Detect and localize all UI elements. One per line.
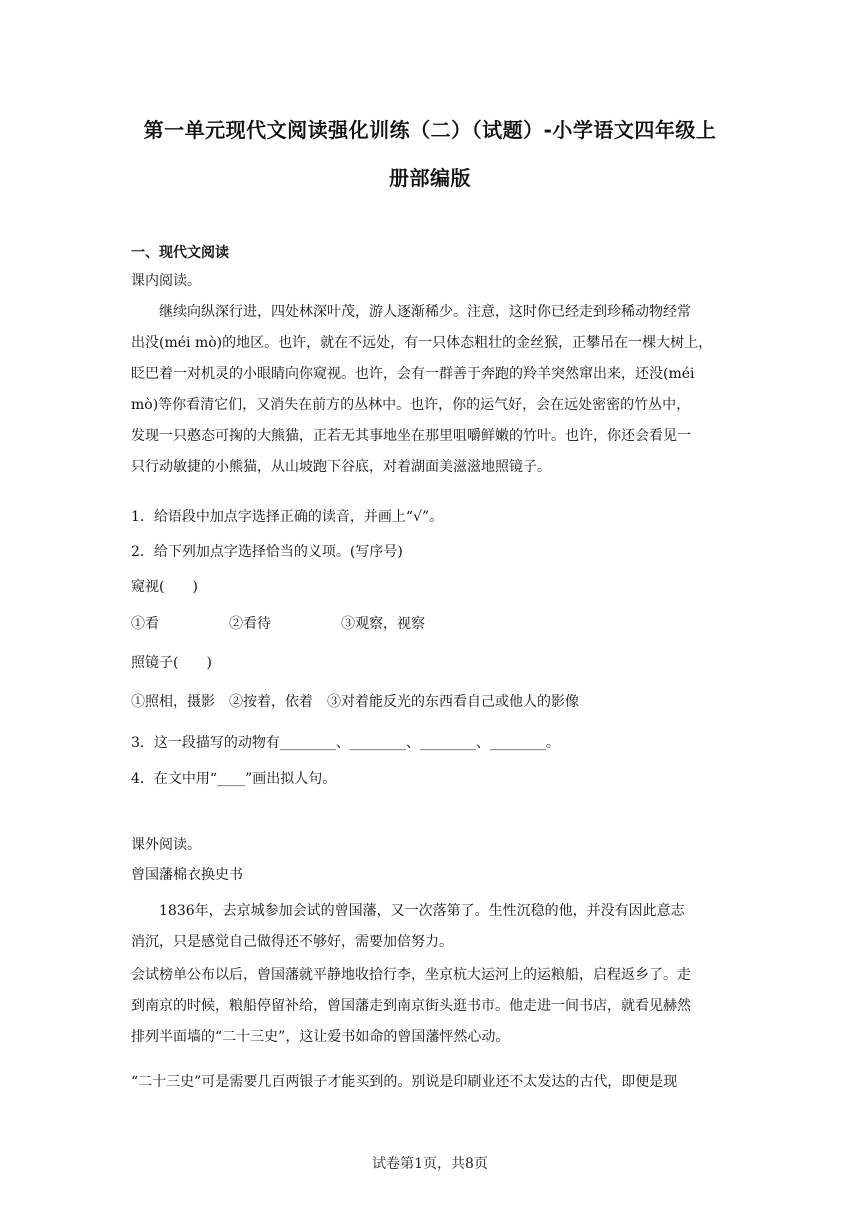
question-2-word-2: 照镜子( ) xyxy=(131,655,212,671)
story-line: 1836年，去京城参加会试的曾国藩，又一次落第了。生性沉稳的他，并没有因此意志 xyxy=(159,903,685,919)
passage-line: 继续向纵深行进，四处林深叶茂，游人逐渐稀少。注意，这时你已经走到珍稀动物经常 xyxy=(159,304,691,320)
story-line: 会试榜单公布以后，曾国藩就平静地收拾行李，坐京杭大运河上的运粮船，启程返乡了。走 xyxy=(131,967,691,983)
passage-line: 发现一只憨态可掬的大熊猫，正若无其事地坐在那里咀嚼鲜嫩的竹叶。也许，你还会看见一 xyxy=(131,428,691,444)
question-2-word-1-options: ①看 ②看待 ③观察，视察 xyxy=(131,616,425,632)
question-3: 3．这一段描写的动物有________、________、________、________。 xyxy=(131,735,560,751)
passage-line: 只行动敏捷的小熊猫，从山坡跑下谷底，对着湖面美滋滋地照镜子。 xyxy=(131,459,551,475)
story-title: 曾国藩棉衣换史书 xyxy=(131,867,243,883)
story-line: 排列半面墙的“二十三史”，这让爱书如命的曾国藩怦然心动。 xyxy=(131,1029,510,1045)
story-paragraph-2 xyxy=(131,960,731,1053)
title-line-2: 册部编版 xyxy=(389,166,471,190)
story-line: 到南京的时候，粮船停留补给，曾国藩走到南京街头逛书市。他走进一间书店，就看见赫然 xyxy=(131,998,691,1014)
title-line-1: 第一单元现代文阅读强化训练（二）（试题）-小学语文四年级上 xyxy=(143,118,717,142)
story-paragraph-3 xyxy=(131,1067,731,1098)
story-line: 消沉，只是感觉自己做得还不够好，需要加倍努力。 xyxy=(131,934,453,950)
passage-line: 眨巴着一对机灵的小眼睛向你窥视。也许，会有一群善于奔跑的羚羊突然窜出来，还没(méi xyxy=(131,366,695,382)
reading-intro-in-class: 课内阅读。 xyxy=(131,273,201,289)
page-title xyxy=(118,106,742,202)
question-2-word-1: 窥视( ) xyxy=(131,579,198,595)
passage-line: mò)等你看清它们，又消失在前方的丛林中。也许，你的运气好，会在远处密密的竹丛中， xyxy=(131,397,691,413)
story-line: “二十三史”可是需要几百两银子才能买到的。别说是印刷业还不太发达的古代，即便是现 xyxy=(131,1074,678,1090)
question-1: 1．给语段中加点字选择正确的读音，并画上“√”。 xyxy=(131,509,444,525)
question-2: 2．给下列加点字选择恰当的义项。(写序号) xyxy=(131,544,403,560)
passage-in-class xyxy=(131,297,731,483)
story-paragraph-1 xyxy=(131,896,731,958)
page-footer: 试卷第1页，共8页 xyxy=(372,1156,488,1172)
question-4: 4．在文中用“____”画出拟人句。 xyxy=(131,771,337,787)
section-heading: 一、现代文阅读 xyxy=(131,245,229,261)
passage-line: 出没(méi mò)的地区。也许，就在不远处，有一只体态粗壮的金丝猴，正攀吊在一棵大树上， xyxy=(131,335,713,351)
reading-intro-extra: 课外阅读。 xyxy=(131,837,201,853)
question-2-word-2-options: ①照相，摄影 ②按着，依着 ③对着能反光的东西看自己或他人的影像 xyxy=(131,694,579,710)
